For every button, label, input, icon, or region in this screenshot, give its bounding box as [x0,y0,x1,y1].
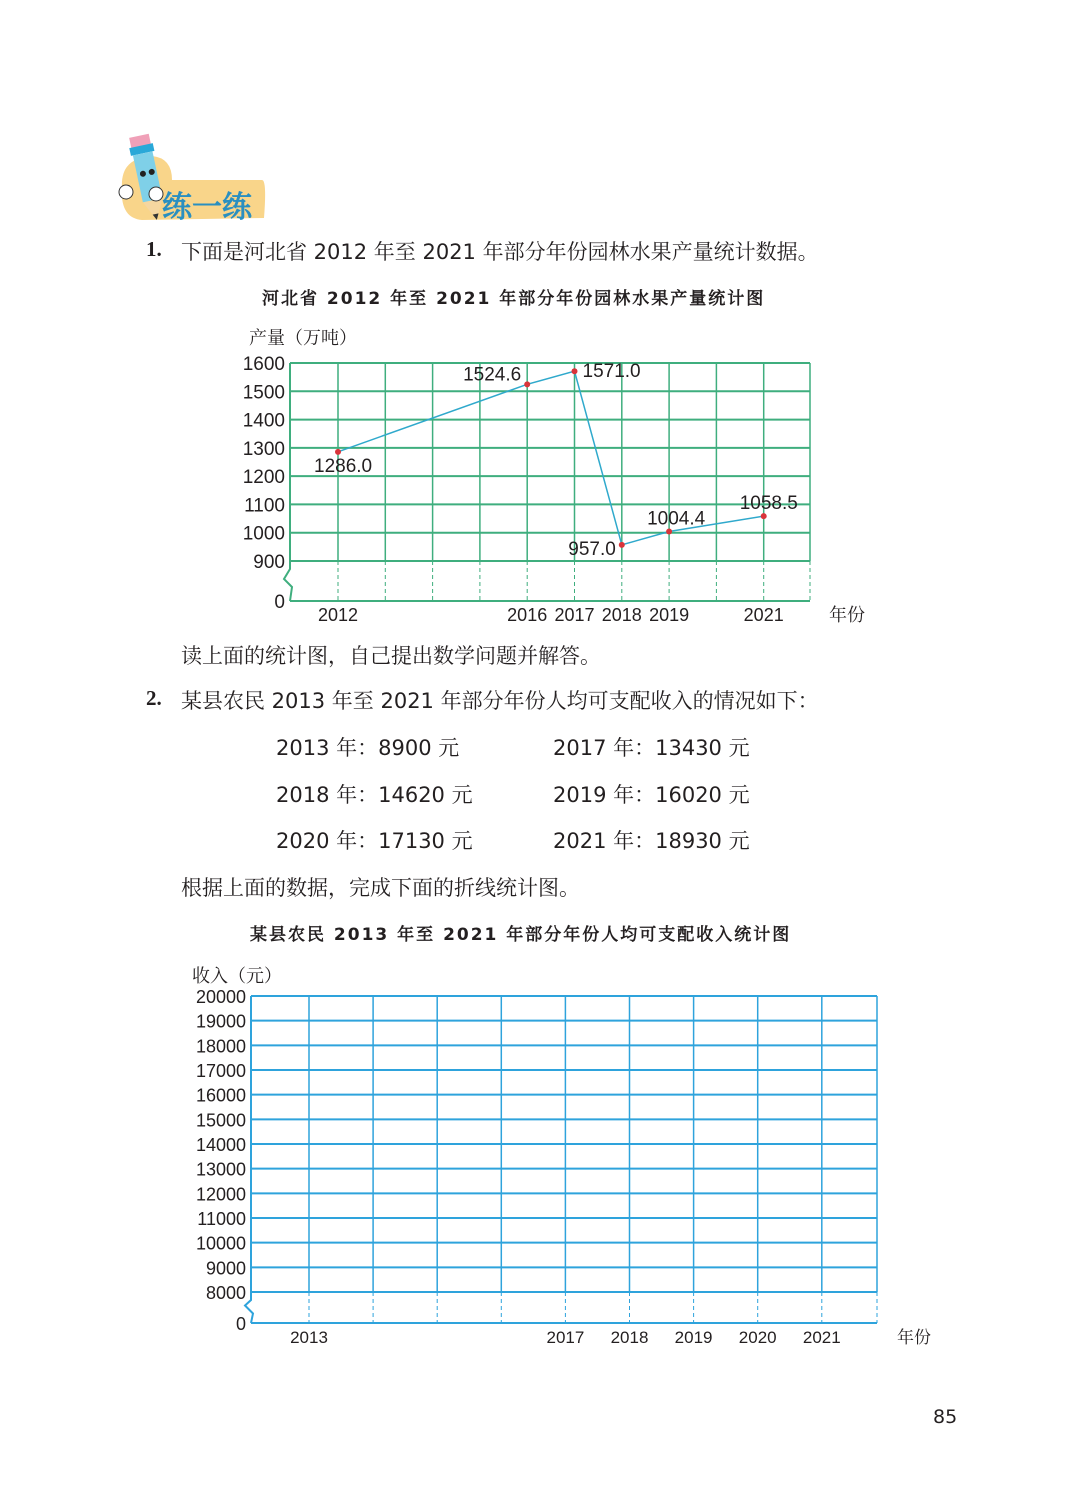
y-tick-label: 1100 [244,495,285,517]
y-tick-label: 19000 [195,1011,246,1032]
y-tick-label: 15000 [195,1110,246,1131]
y-tick-label: 8000 [205,1283,246,1303]
x-tick-label: 2016 [507,605,548,625]
x-tick-label: 2019 [674,1328,713,1347]
y-tick-label: 13000 [195,1159,246,1180]
y-tick-label: 1600 [242,354,285,375]
data-label: 1571.0 [582,361,641,383]
x-tick-label: 2018 [601,605,642,625]
y-tick-label: 1500 [242,382,285,404]
y-tick-label: 12000 [195,1184,246,1205]
data-label: 957.0 [568,538,616,560]
chart-1-ylabel: 产量（万吨） [249,328,357,349]
problem-1-number: 1. [146,237,162,261]
y-tick-label: 14000 [195,1135,246,1155]
x-tick-label: 2012 [317,605,359,625]
data-item: 2021 年：18930 元 [553,829,750,853]
y-tick-label: 900 [253,552,285,573]
x-axis-label: 年份 [829,605,865,625]
x-tick-label: 2021 [743,605,784,625]
data-label: 1004.4 [647,508,706,530]
chart-2-ylabel: 收入（元） [192,966,282,987]
x-tick-label: 2018 [610,1328,649,1347]
x-tick-label: 2019 [649,605,690,625]
y-tick-label: 1000 [242,523,285,545]
y-tick-label: 17000 [195,1061,246,1081]
y-tick-label: 16000 [195,1085,246,1106]
data-label: 1058.5 [739,493,798,515]
data-label: 1286.0 [314,455,373,477]
y-tick-label: 1200 [242,467,285,489]
chart-1-title: 河北省 2012 年至 2021 年部分年份园林水果产量统计图 [262,289,766,309]
x-tick-label: 2013 [290,1328,328,1347]
y-tick-label: 10000 [195,1233,246,1254]
data-item: 2018 年：14620 元 [276,783,473,807]
chart-2-title: 某县农民 2013 年至 2021 年部分年份人均可支配收入统计图 [250,925,792,945]
problem-2-instruction: 根据上面的数据，完成下面的折线统计图。 [181,876,580,900]
y-tick-label: 11000 [197,1209,246,1229]
problem-1-text: 下面是河北省 2012 年至 2021 年部分年份园林水果产量统计数据。 [181,240,819,264]
y-tick-label: 0 [235,1314,246,1334]
x-tick-label: 2017 [546,1328,585,1347]
y-tick-label: 9000 [205,1258,246,1279]
practice-badge-label: 练一练 [162,190,252,225]
problem-2-number: 2. [146,686,162,710]
data-item: 2019 年：16020 元 [553,783,750,807]
problem-1-question: 读上面的统计图，自己提出数学问题并解答。 [181,644,601,668]
data-label: 1524.6 [463,364,522,386]
y-tick-label: 1300 [242,438,285,460]
y-tick-label: 1400 [242,410,285,432]
data-item: 2017 年：13430 元 [553,736,750,760]
page-number: 85 [933,1406,958,1428]
y-tick-label: 20000 [195,987,246,1007]
y-tick-label: 18000 [195,1036,246,1057]
x-tick-label: 2017 [554,605,595,625]
problem-2-text: 某县农民 2013 年至 2021 年部分年份人均可支配收入的情况如下： [181,689,819,713]
y-tick-label: 0 [274,592,285,613]
data-item: 2013 年：8900 元 [276,736,460,760]
x-tick-label: 2021 [802,1328,841,1347]
x-axis-label: 年份 [897,1328,931,1347]
x-tick-label: 2020 [738,1328,777,1347]
data-item: 2020 年：17130 元 [276,829,473,853]
axis-break-icon [245,1292,253,1323]
